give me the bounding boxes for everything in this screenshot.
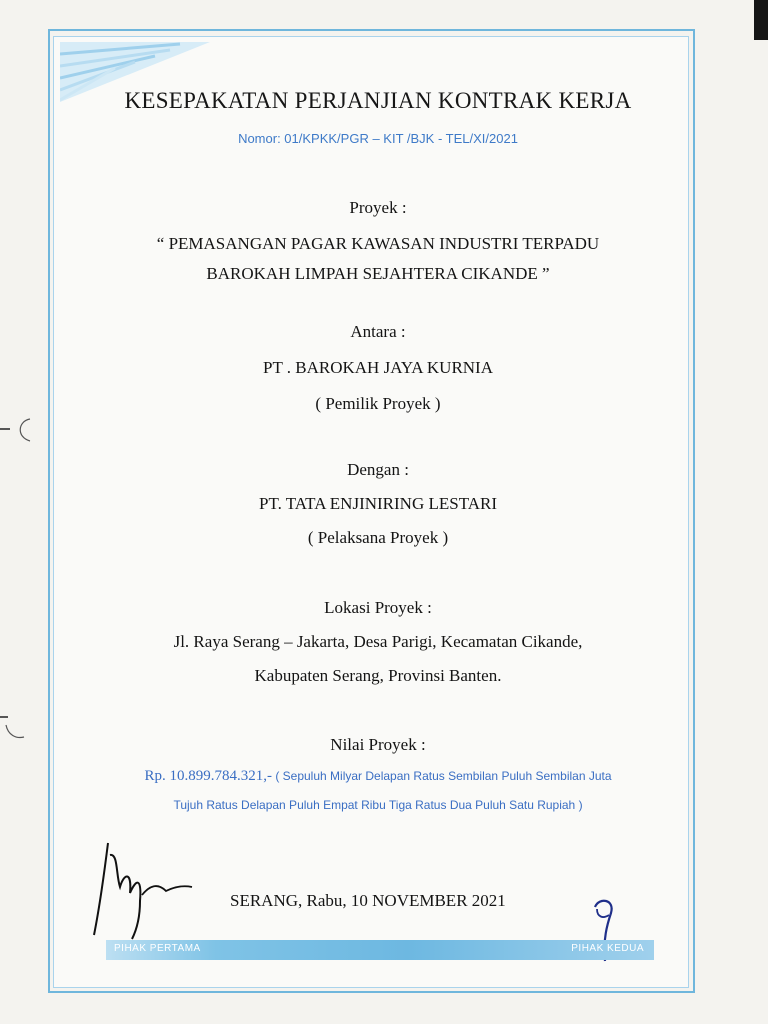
contract-title: KESEPAKATAN PERJANJIAN KONTRAK KERJA: [124, 88, 632, 113]
location-line1: Jl. Raya Serang – Jakarta, Desa Parigi, Kecamatan Cikande,: [173, 632, 583, 651]
value-words-line1: ( Sepuluh Milyar Delapan Ratus Sembilan Puluh Sembilan Juta: [275, 769, 612, 783]
project-label: Proyek :: [349, 198, 407, 217]
value-line: [60, 768, 696, 785]
contractor-name: PT. TATA ENJINIRING LESTARI: [259, 494, 497, 513]
value-words-line2: Tujuh Ratus Delapan Puluh Empat Ribu Tiga Ratus Dua Puluh Satu Rupiah ): [173, 798, 583, 812]
signature-label-bar: [106, 940, 654, 960]
binding-mark-upper: [0, 415, 34, 445]
owner-role: ( Pemilik Proyek ): [315, 394, 441, 413]
location-line2: Kabupaten Serang, Provinsi Banten.: [254, 666, 502, 685]
owner-name: PT . BAROKAH JAYA KURNIA: [262, 358, 493, 377]
contract-number: Nomor: 01/KPKK/PGR – KIT /BJK - TEL/XI/2021: [238, 131, 518, 146]
contractor-role: ( Pelaksana Proyek ): [307, 528, 449, 547]
value-label: Nilai Proyek :: [330, 735, 426, 754]
project-name-line1: “ PEMASANGAN PAGAR KAWASAN INDUSTRI TERPADU: [156, 234, 600, 253]
value-amount: Rp. 10.899.784.321,-: [144, 768, 272, 784]
with-label: Dengan :: [347, 460, 409, 479]
first-party-signature: [80, 835, 200, 945]
second-party-label: PIHAK KEDUA: [571, 943, 644, 954]
binding-mark-lower: [0, 705, 30, 741]
location-label: Lokasi Proyek :: [324, 598, 432, 617]
place-date: SERANG, Rabu, 10 NOVEMBER 2021: [230, 891, 506, 910]
page-edge-shadow: [754, 0, 768, 40]
first-party-label: PIHAK PERTAMA: [114, 943, 201, 954]
project-name-line2: BAROKAH LIMPAH SEJAHTERA CIKANDE ”: [206, 264, 550, 283]
between-label: Antara :: [350, 322, 406, 341]
